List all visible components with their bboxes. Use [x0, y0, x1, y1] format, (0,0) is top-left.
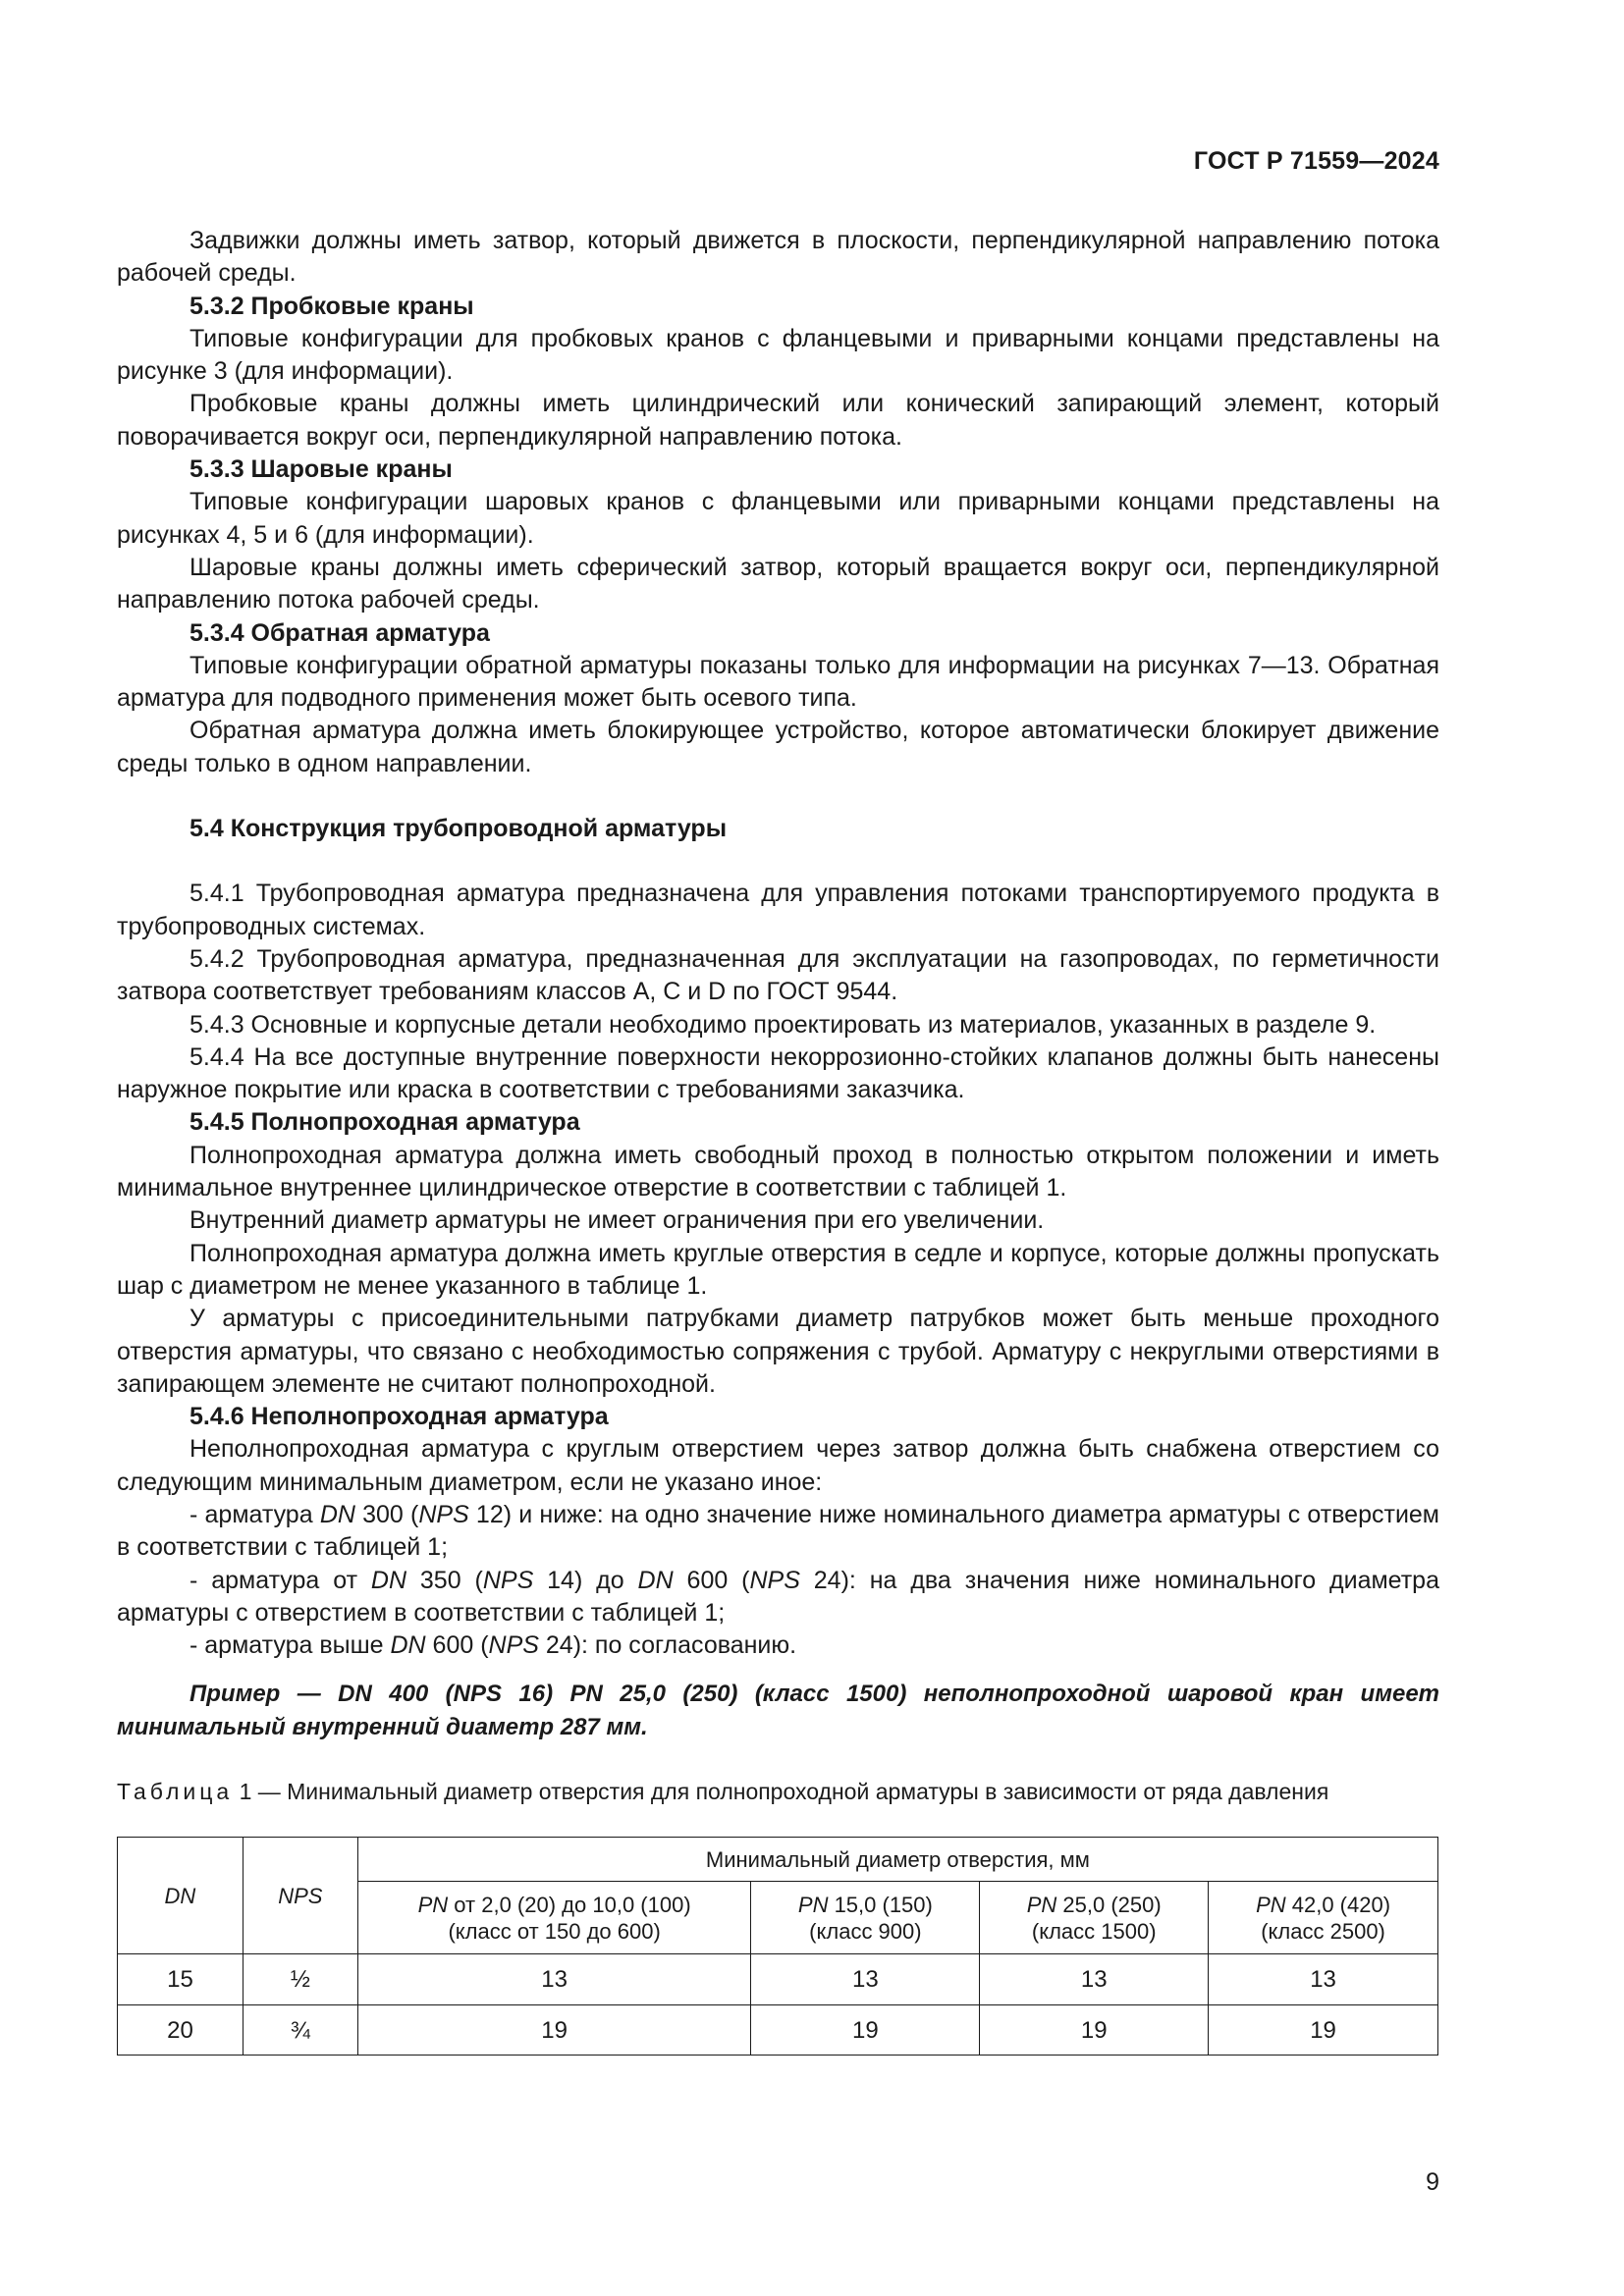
paragraph: Типовые конфигурации обратной арматуры показаны только для информации на рисунках 7—13. Обратная арматура для подводного применения может быть осевого типа.: [117, 651, 1439, 713]
table-cell: 19: [357, 2005, 751, 2056]
paragraph: 5.4.3 Основные и корпусные детали необходимо проектировать из материалов, указанных в разделе 9.: [189, 1010, 1377, 1039]
paragraph: Полнопроходная арматура должна иметь свободный проход в полностью открытом положении и иметь минимальное внутреннее цилиндрическое отверстие в соответствии с таблицей 1.: [117, 1141, 1439, 1202]
paragraph: Типовые конфигурации для пробковых кранов с фланцевыми и приварными концами представлены на рисунке 3 (для информации).: [117, 324, 1439, 386]
table-cell: 15: [118, 1954, 244, 2005]
paragraph: Пробковые краны должны иметь цилиндрический или конический запирающий элемент, который поворачивается вокруг оси, перпендикулярной направлению потока.: [117, 390, 1439, 451]
list-item: - арматура выше DN 600 (NPS 24): по согласованию.: [189, 1631, 797, 1660]
example-note: Пример — DN 400 (NPS 16) PN 25,0 (250) (класс 1500) неполнопроходной шаровой кран имеет минимальный внутренний диаметр 287 мм.: [117, 1681, 1439, 1740]
subsection-heading: 5.3.2 Пробковые краны: [189, 292, 474, 320]
table-header-dn: DN: [118, 1838, 244, 1954]
list-item: - арматура от DN 350 (NPS 14) до DN 600 (NPS 24): на два значения ниже номинального диаметра арматуры с отверстием в соответствии с таблицей 1;: [117, 1566, 1439, 1627]
table-cell: ¾: [243, 2005, 357, 2056]
table-subheader: PN 15,0 (150) (класс 900): [751, 1882, 980, 1954]
section-heading: 5.4 Конструкция трубопроводной арматуры: [189, 815, 728, 843]
table-caption: Таблица 1 — Минимальный диаметр отверстия для полнопроходной арматуры в зависимости от ряда давления: [117, 1779, 1329, 1805]
table-cell: 19: [751, 2005, 980, 2056]
table-cell: 19: [1209, 2005, 1438, 2056]
table-subheader: PN 42,0 (420) (класс 2500): [1209, 1882, 1438, 1954]
paragraph: Задвижки должны иметь затвор, который движется в плоскости, перпендикулярной направлению потока рабочей среды.: [117, 227, 1439, 288]
table-row: [118, 2005, 1438, 2056]
subsection-heading: 5.3.3 Шаровые краны: [189, 455, 453, 484]
paragraph: Неполнопроходная арматура с круглым отверстием через затвор должна быть снабжена отверстием со следующим минимальным диаметром, если не указано иное:: [117, 1435, 1439, 1496]
table-cell: 13: [980, 1954, 1209, 2005]
list-item: - арматура DN 300 (NPS 12) и ниже: на одно значение ниже номинального диаметра арматуры с отверстием в соответствии с таблицей 1;: [117, 1500, 1439, 1562]
body-text: [117, 225, 1439, 1808]
paragraph: Шаровые краны должны иметь сферический затвор, который вращается вокруг оси, перпендикулярной направлению потока рабочей среды.: [117, 553, 1439, 614]
paragraph: 5.4.4 На все доступные внутренние поверхности некоррозионно-стойких клапанов должны быть нанесены наружное покрытие или краска в соответствии с требованиями заказчика.: [117, 1042, 1439, 1104]
table-subheader: PN 25,0 (250) (класс 1500): [980, 1882, 1209, 1954]
table-subheader: PN от 2,0 (20) до 10,0 (100) (класс от 150 до 600): [357, 1882, 751, 1954]
diameter-table: [117, 1837, 1438, 2056]
paragraph: Обратная арматура должна иметь блокирующее устройство, которое автоматически блокирует движение среды только в одном направлении.: [117, 717, 1439, 777]
table-cell: 13: [751, 1954, 980, 2005]
subsection-heading: 5.4.6 Неполнопроходная арматура: [189, 1403, 609, 1431]
paragraph: 5.4.1 Трубопроводная арматура предназначена для управления потоками транспортируемого продукта в трубопроводных системах.: [117, 880, 1439, 940]
table-cell: 13: [357, 1954, 751, 2005]
paragraph: Типовые конфигурации шаровых кранов с фланцевыми или приварными концами представлены на рисунках 4, 5 и 6 (для информации).: [117, 488, 1439, 549]
paragraph: Внутренний диаметр арматуры не имеет ограничения при его увеличении.: [189, 1206, 1045, 1235]
paragraph: Полнопроходная арматура должна иметь круглые отверстия в седле и корпусе, которые должны пропускать шар с диаметром не менее указанного в таблице 1.: [117, 1239, 1439, 1300]
paragraph: У арматуры с присоединительными патрубками диаметр патрубков может быть меньше проходного отверстия арматуры, что связано с необходимостью сопряжения с трубой. Арматуру с некруглыми отверстиями в запирающем элементе не считают полнопроходной.: [117, 1305, 1439, 1398]
subsection-heading: 5.4.5 Полнопроходная арматура: [189, 1108, 580, 1137]
page-number: 9: [1426, 2168, 1439, 2196]
subsection-heading: 5.3.4 Обратная арматура: [189, 618, 490, 647]
table-group-header: Минимальный диаметр отверстия, мм: [357, 1838, 1437, 1882]
table-cell: 20: [118, 2005, 244, 2056]
table-row: [118, 1954, 1438, 2005]
document-code: ГОСТ Р 71559—2024: [1193, 147, 1439, 175]
table-cell: 19: [980, 2005, 1209, 2056]
table-cell: 13: [1209, 1954, 1438, 2005]
table-header-nps: NPS: [243, 1838, 357, 1954]
table-cell: ½: [243, 1954, 357, 2005]
paragraph: 5.4.2 Трубопроводная арматура, предназначенная для эксплуатации на газопроводах, по герметичности затвора соответствует требованиям классов А, С и D по ГОСТ 9544.: [117, 944, 1439, 1006]
